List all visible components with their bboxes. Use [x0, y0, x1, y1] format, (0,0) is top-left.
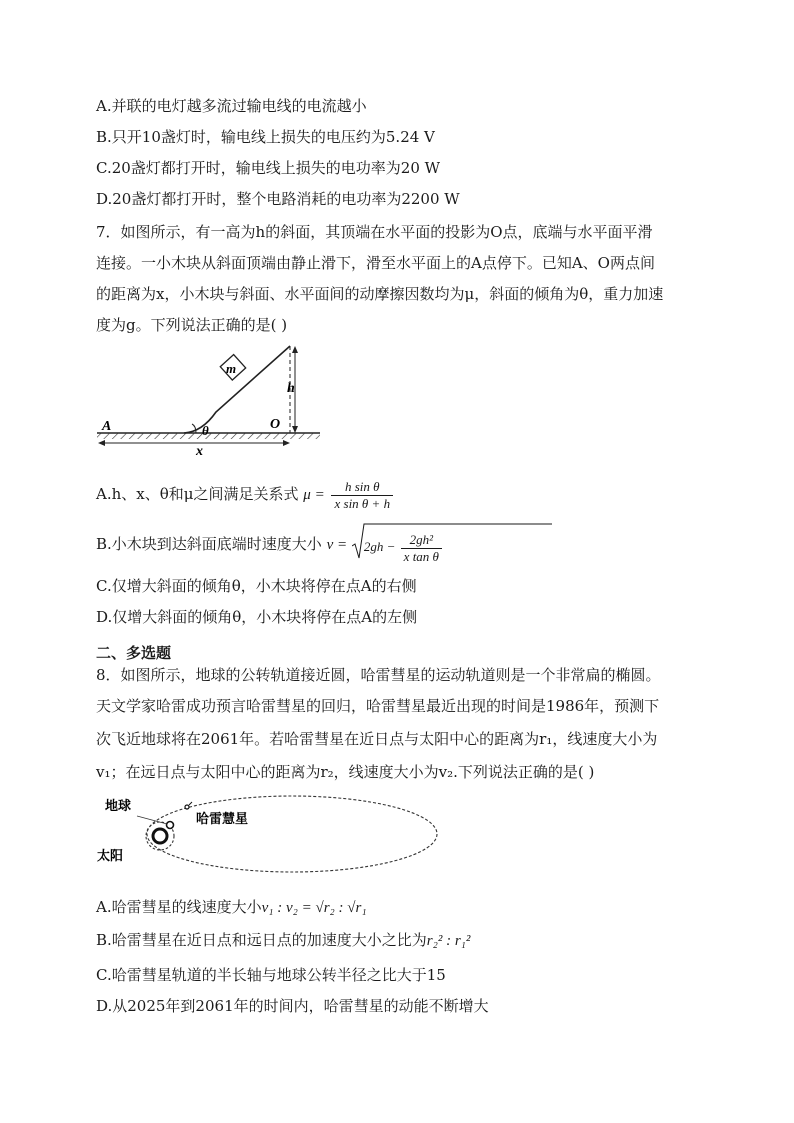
label-h: h	[287, 381, 295, 396]
q7-option-a	[96, 476, 395, 513]
x-arrow-right	[283, 440, 290, 446]
q7-option-b	[96, 524, 444, 566]
q7-option-a-text: A.h、x、θ和μ之间满足关系式	[96, 485, 299, 503]
comet-orbit	[147, 796, 437, 872]
q7-option-a-lhs: μ =	[303, 487, 325, 503]
label-a: A	[102, 419, 112, 434]
q6-option-d: D.20盏灯都打开时，整个电路消耗的电功率为2200 W	[96, 190, 460, 208]
q6-option-a: A.并联的电灯越多流过输电线的电流越小	[96, 97, 367, 115]
q8-option-a-formula: v₁ : v₂ = √r₂ : √r₁	[261, 900, 367, 916]
comet-tail	[189, 802, 192, 805]
label-earth: 地球	[105, 798, 132, 813]
q7-option-b-lhs: v =	[326, 537, 348, 553]
label-m: m	[226, 361, 237, 376]
section-title-multiple-choice: 二、多选题	[96, 644, 172, 662]
h-arrow-top	[292, 346, 298, 353]
x-arrow-left	[98, 440, 105, 446]
q7-option-a-denominator: x sin θ + h	[334, 495, 391, 511]
q8-stem-line4: v₁；在远日点与太阳中心的距离为r₂，线速度大小为v₂.下列说法正确的是( )	[96, 763, 595, 781]
sun	[153, 829, 167, 843]
q7-option-c: C.仅增大斜面的倾角θ，小木块将停在点A的右侧	[96, 577, 417, 595]
q8-orbit-figure	[92, 790, 442, 880]
q7-stem-line4: 度为g。下列说法正确的是( )	[96, 316, 288, 334]
q8-option-b	[96, 930, 470, 951]
q8-option-b-text: B.哈雷彗星在近日点和远日点的加速度大小之比为	[96, 931, 427, 949]
q7-option-b-text: B.小木块到达斜面底端时速度大小	[96, 535, 322, 553]
earth	[167, 822, 174, 829]
sqrt-sign	[352, 522, 552, 562]
q7-stem-line3: 的距离为x，小木块与斜面、水平面间的动摩擦因数均为μ，斜面的倾角为θ，重力加速	[96, 285, 664, 303]
q7-option-a-numerator: h sin θ	[331, 479, 393, 496]
q8-option-c: C.哈雷彗星轨道的半长轴与地球公转半径之比大于15	[96, 966, 446, 984]
label-o: O	[270, 417, 281, 432]
label-sun: 太阳	[97, 848, 124, 863]
label-comet: 哈雷慧星	[196, 811, 249, 826]
q6-option-c: C.20盏灯都打开时，输电线上损失的电功率为20 W	[96, 159, 441, 177]
label-x: x	[196, 444, 203, 458]
q7-option-d: D.仅增大斜面的倾角θ，小木块将停在点A的左侧	[96, 608, 418, 626]
q7-option-b-sqrt	[352, 524, 444, 566]
h-arrow-bottom	[292, 426, 298, 433]
q8-stem-line2: 天文学家哈雷成功预言哈雷彗星的回归，哈雷彗星最近出现的时间是1986年，预测下	[96, 697, 660, 715]
q8-option-d: D.从2025年到2061年的时间内，哈雷彗星的动能不断增大	[96, 997, 489, 1015]
q7-option-b-numerator: 2gh²	[401, 532, 442, 549]
q7-option-b-term1: 2gh −	[363, 539, 396, 554]
q7-stem-line1: 7．如图所示，有一高为h的斜面，其顶端在水平面的投影为O点，底端与水平面平滑	[96, 223, 653, 241]
q6-option-b: B.只开10盏灯时，输电线上损失的电压约为5.24 V	[96, 128, 435, 146]
q8-option-a-text: A.哈雷彗星的线速度大小	[96, 898, 262, 916]
q8-stem-line1: 8．如图所示，地球的公转轨道接近圆，哈雷彗星的运动轨道则是一个非常扁的椭圆。	[96, 666, 661, 684]
q7-incline-figure	[92, 340, 332, 458]
q8-option-a	[96, 897, 367, 918]
label-theta: θ	[202, 423, 209, 438]
q8-stem-line3: 次飞近地球将在2061年。若哈雷彗星在近日点与太阳中心的距离为r₁，线速度大小为	[96, 730, 658, 748]
q7-option-a-fraction	[331, 479, 393, 512]
q7-stem-line2: 连接。一小木块从斜面顶端由静止滑下，滑至水平面上的A点停下。已知A、O两点间	[96, 254, 655, 272]
q7-option-b-denominator: x tan θ	[403, 548, 439, 564]
q8-option-b-formula: r₂² : r₁²	[426, 933, 471, 949]
comet	[185, 805, 189, 809]
